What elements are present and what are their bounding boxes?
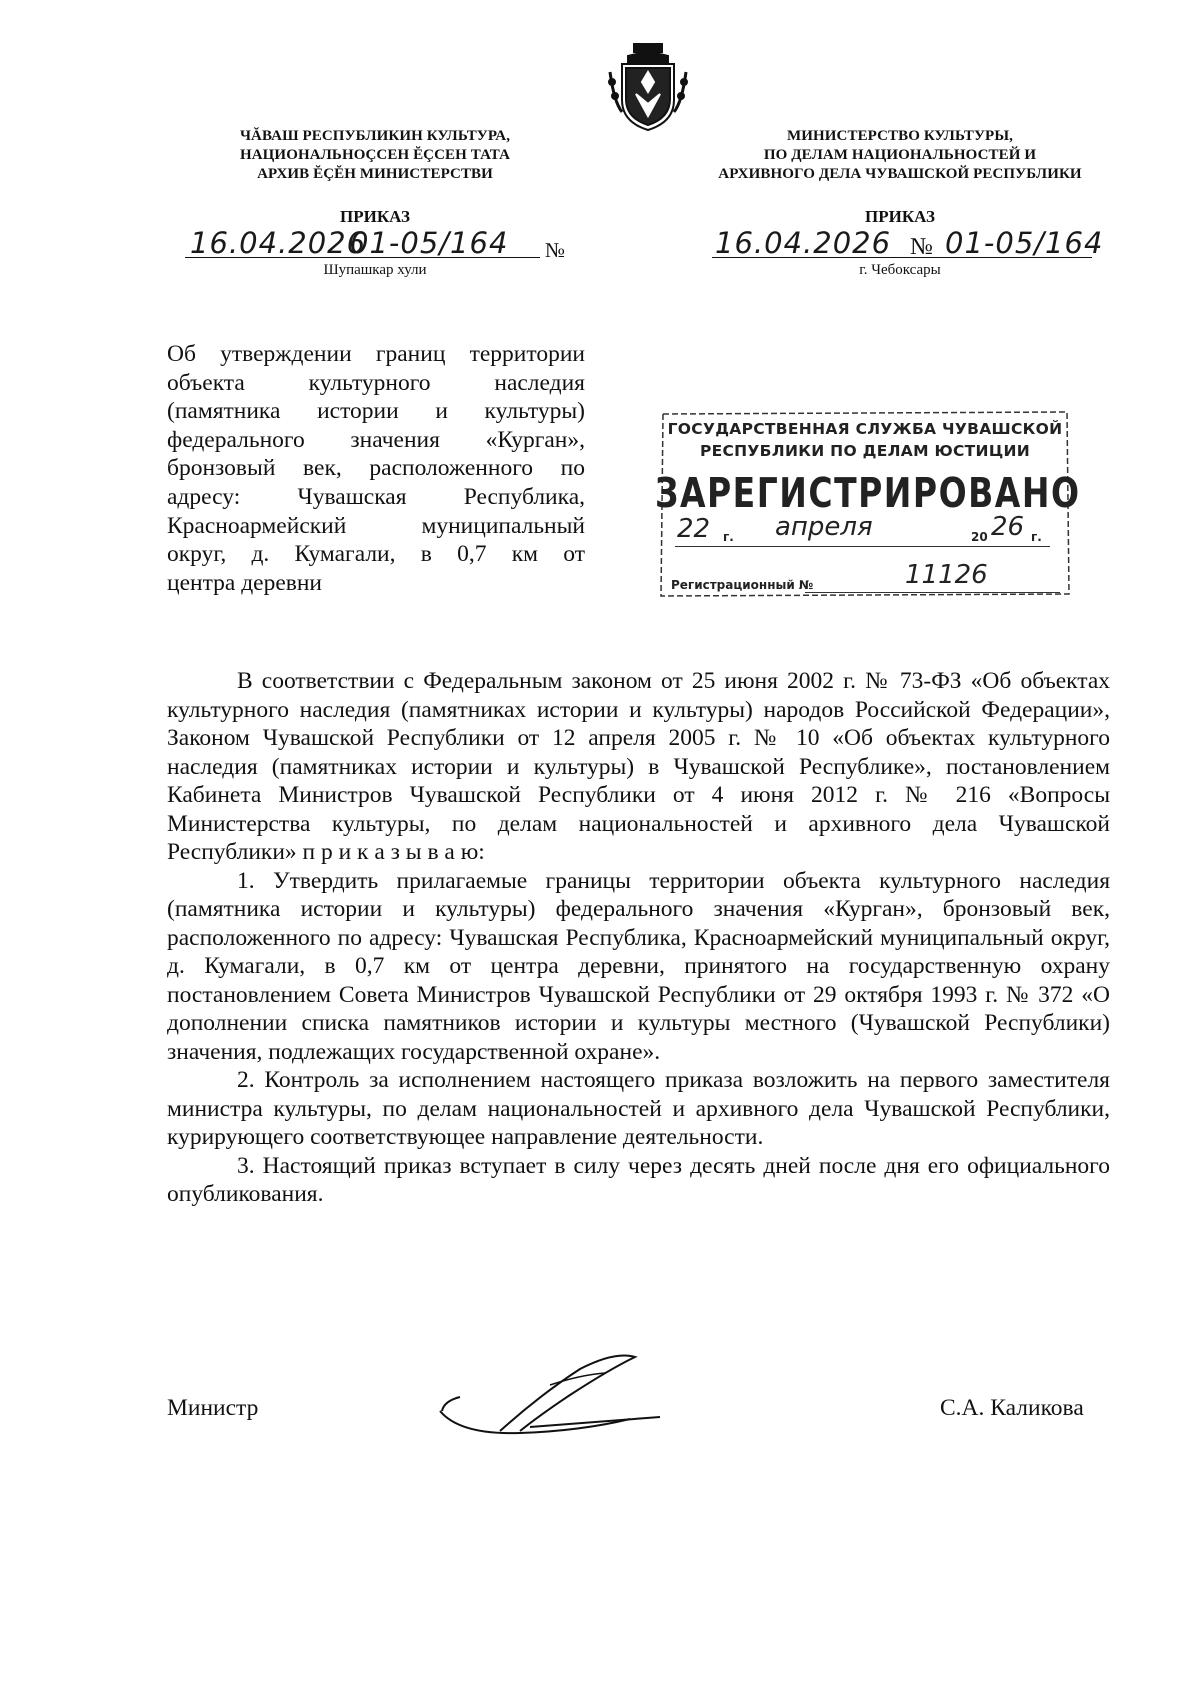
order-date-right: 16.04.2026 (715, 226, 892, 260)
subject-line: объекта культурного наследия (167, 369, 585, 396)
subject-line: Об утверждении границ территории (167, 341, 585, 367)
order-number-right: 01-05/164 (945, 226, 1104, 260)
order-date-left: 16.04.2026 (190, 226, 367, 260)
coat-of-arms-emblem (606, 42, 690, 134)
org-name-line: АРХИВ ĔÇĔН МИНИСТЕРСТВИ (257, 166, 493, 182)
stamp-day-suffix: г. (723, 530, 734, 544)
subject-line: бронзовый век, расположенного по (167, 455, 585, 482)
org-name-line: МИНИСТЕРСТВО КУЛЬТУРЫ, (786, 128, 1014, 144)
place-right: г. Чебоксары (859, 262, 941, 278)
order-label-left: ПРИКАЗ (340, 207, 410, 226)
subject-line: (памятника истории и культуры) (167, 398, 585, 425)
order-underline-left (185, 257, 540, 258)
signatory-title: Министр (167, 1395, 259, 1421)
stamp-day: 22 (677, 514, 711, 544)
subject-line: округ, д. Кумагали, в 0,7 км от (167, 541, 585, 568)
registration-stamp (655, 408, 1081, 598)
stamp-reg-line (805, 592, 1060, 593)
preamble-paragraph: В соответствии с Федеральным законом от 25 июня 2002 г. № 73-ФЗ «Об объектах культурного наследия (памятниках истории и культуры) народов Российской Федерации», Законом Чувашской Республики от 12 апреля 2005 г. № 10 «Об объектах культурного наследия (памятниках истории и культуры) в Чувашской Республике», постановлением Кабинета Министров Чувашской Республики от 4 июня 2012 г. № 216 «Вопросы Министерства культуры, по делам национальностей и архивного дела Чувашской Республики» п р и к а з ы в а ю: (167, 668, 1110, 865)
subject-line: центра деревни (167, 569, 323, 596)
signatory-name: С.А. Каликова (940, 1395, 1084, 1421)
stamp-year: 26 (991, 512, 1025, 542)
org-name-line: АРХИВНОГО ДЕЛА ЧУВАШСКОЙ РЕСПУБЛИКИ (718, 166, 1082, 182)
item-3-paragraph: 3. Настоящий приказ вступает в силу через десять дней после дня его официального опубликования. (167, 1152, 1110, 1207)
order-number-left: 01-05/164 (350, 226, 509, 260)
order-body (167, 667, 1110, 1209)
handwritten-signature (430, 1345, 670, 1460)
stamp-date-line (675, 546, 1050, 547)
number-sign-right: № (910, 234, 933, 260)
stamp-org-line: РЕСПУБЛИКИ ПО ДЕЛАМ ЮСТИЦИИ (699, 442, 1031, 460)
stamp-year-prefix: 20 (971, 530, 988, 544)
stamp-org-line: ГОСУДАРСТВЕННАЯ СЛУЖБА ЧУВАШСКОЙ (667, 420, 1063, 438)
stamp-status: ЗАРЕГИСТРИРОВАНО (655, 468, 1081, 517)
subject-line: федерального значения «Курган», (167, 426, 585, 453)
order-label-right: ПРИКАЗ (865, 207, 935, 226)
subject-line: Красноармейский муниципальный (167, 512, 585, 539)
org-name-line: ЧĂВАШ РЕСПУБЛИКИН КУЛЬТУРА, (239, 128, 511, 144)
stamp-month: апреля (775, 512, 873, 542)
number-sign-left: № (545, 238, 566, 262)
order-subject (167, 340, 585, 597)
stamp-year-suffix: г. (1031, 530, 1042, 544)
place-left: Шупашкар хули (323, 262, 427, 278)
org-name-line: ПО ДЕЛАМ НАЦИОНАЛЬНОСТЕЙ И (763, 147, 1037, 163)
org-name-russian (700, 127, 1100, 184)
subject-line: адресу: Чувашская Республика, (167, 483, 585, 510)
stamp-reg-label: Регистрационный № (671, 578, 814, 592)
item-1-paragraph: 1. Утвердить прилагаемые границы территории объекта культурного наследия (памятника истории и культуры) федерального значения «Курган», бронзовый век, расположенного по адресу: Чувашская Республика, Красноармейский муниципальный округ, д. Кумагали, в 0,7 км от центра деревни, принятого на государственную охрану постановлением Совета Министров Чувашской Республики от 29 октября 1993 г. № 372 «О дополнении списка памятников истории и культуры местного (Чувашской Республики) значения, подлежащих государственной охране». (167, 867, 1110, 1065)
org-name-line: НАЦИОНАЛЬНОÇСЕН ĔÇСЕН ТАТА (239, 147, 511, 163)
item-2-paragraph: 2. Контроль за исполнением настоящего приказа возложить на первого заместителя министра культуры, по делам национальностей и архивного дела Чувашской Республики, курирующего соответствующее направление деятельности. (167, 1067, 1110, 1150)
org-name-chuvash (190, 127, 560, 184)
stamp-reg-number: 11126 (905, 560, 988, 590)
order-underline-right (712, 257, 1092, 258)
